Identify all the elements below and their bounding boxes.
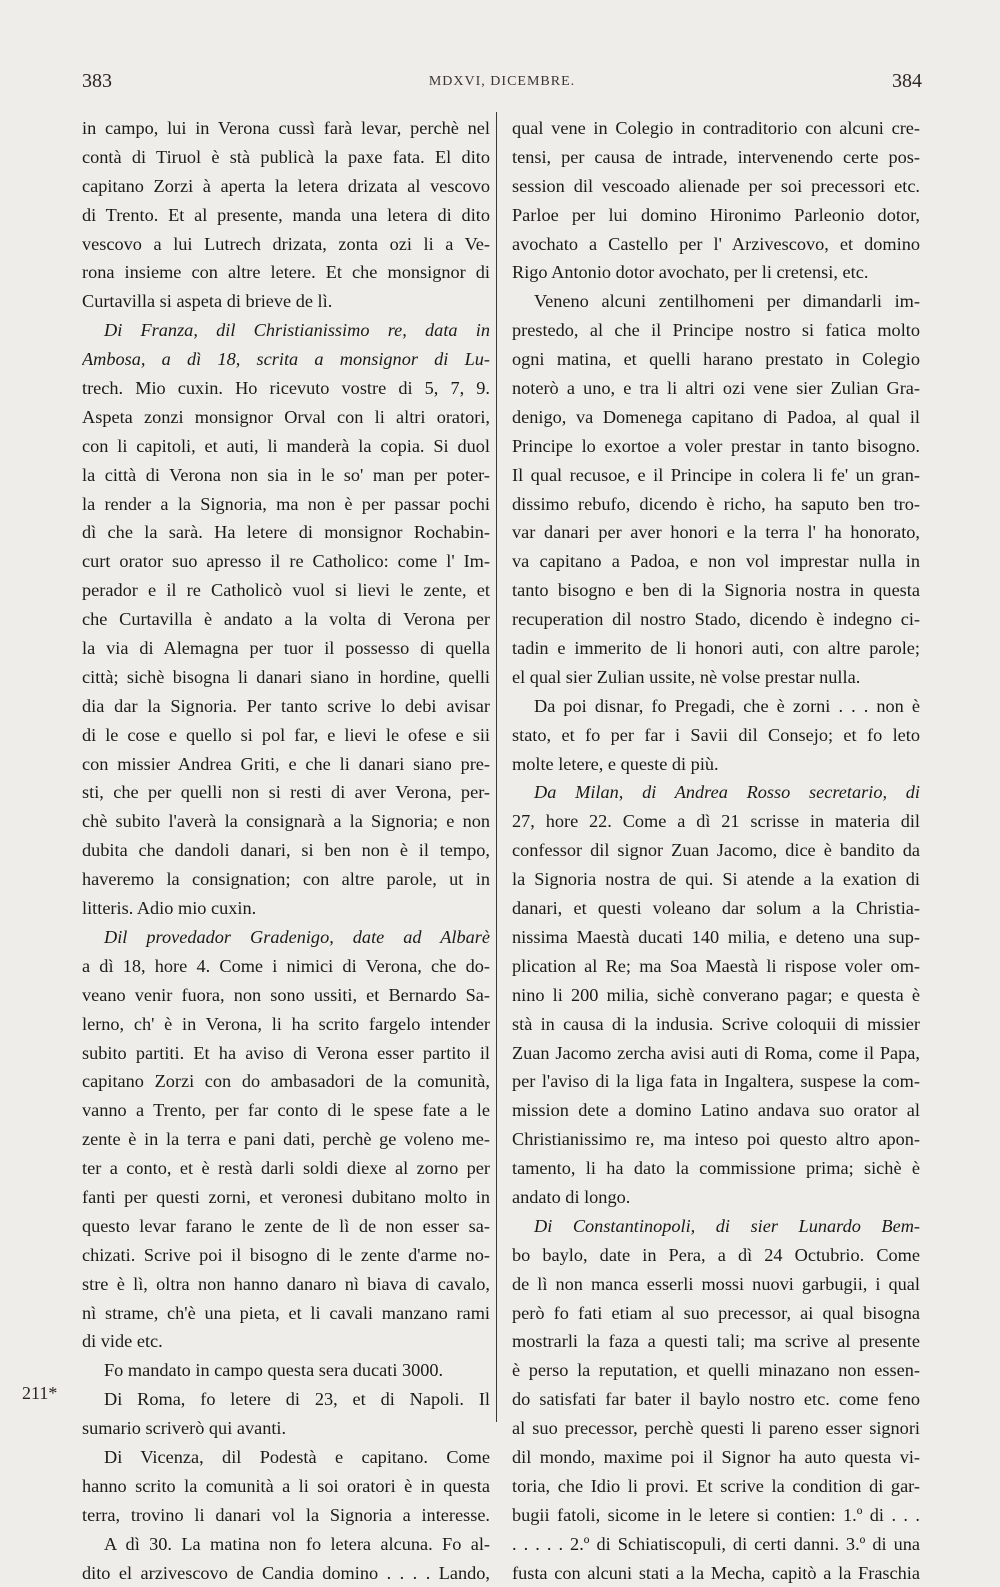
left-column [82, 114, 490, 1587]
text-line: al suo precessor, perchè questi li pareno esser signori [512, 1418, 920, 1439]
text-line: con missier Andrea Griti, e che li danari siano pre- [82, 753, 490, 774]
text-line: Principe lo exortoe a voler prestar in tanto bisogno. [512, 435, 920, 456]
text-line: Dil provedador Gradenigo, date ad Albarè [104, 926, 490, 947]
text-line: contà di Tiruol è stà publicà la paxe fata. El dito [82, 146, 490, 167]
text-line: dì che la sarà. Ha letere di monsignor Rochabin- [82, 522, 490, 543]
text-line: perador e il re Catholicò vuol si lievi le zente, et [82, 580, 490, 601]
text-line: 27, hore 22. Come a dì 21 scrisse in materia dil [512, 811, 920, 832]
text-line: tamento, li ha dato la commissione prima; sichè è [512, 1158, 920, 1179]
text-line: Di Franza, dil Christianissimo re, data in [104, 320, 490, 341]
text-line: Il qual recusoe, e il Principe in colera li fe' un gran- [512, 464, 920, 485]
text-line: in campo, lui in Verona cussì farà levar, perchè nel [82, 118, 490, 138]
text-line: fanti per questi zorni, et veronesi dubitano molto in [82, 1186, 490, 1207]
text-line: subito partiti. Et ha aviso di Verona esser partito il [82, 1042, 490, 1063]
running-title: MDXVI, DICEMBRE. [428, 74, 576, 89]
text-line: di Trento. Et al presente, manda una letera di dito [82, 204, 490, 225]
text-line: var danari per aver honori e la terra l' ha honorato, [512, 522, 920, 543]
text-line: dubita che dandoli danari, si ben non è il tempo, [82, 840, 490, 861]
text-line: hanno scrito la comunità a li soi oratori è in questa [82, 1475, 490, 1496]
text-line: che Curtavilla è andato a la volta di Verona per [82, 609, 490, 630]
text-line: va capitano a Padoa, e non vol imprestar nulla in [512, 551, 920, 572]
text-line: è perso la reputation, et quelli minazano non essen- [512, 1360, 920, 1381]
text-line: mission dete a domino Latino andava suo orator al [512, 1100, 920, 1121]
text-line: capitano Zorzi à aperta la letera drizata al vescovo [82, 175, 490, 196]
text-line: tanto bisogno e ben di la Signoria nostra in questa [512, 580, 920, 601]
text-line: tensi, per causa de intrade, intervenendo certe pos- [512, 146, 920, 167]
text-line: Aspeta zonzi monsignor Orval con li altri oratori, [82, 406, 490, 427]
text-line: toria, che Idio li provi. Et scrive la condition di gar- [512, 1475, 920, 1496]
text-line: do satisfati far bater il baylo nostro etc. come feno [512, 1389, 920, 1410]
text-line: questo levar farano le zente de lì de non esser sa- [82, 1215, 490, 1236]
text-line: haveremo la consignation; con altre parole, ut in [82, 869, 490, 890]
text-line: trech. Mio cuxin. Ho ricevuto vostre di 5, 7, 9. [82, 378, 490, 399]
text-line: vanno a Trento, per far conto di le spese fate a le [82, 1100, 490, 1121]
text-line: Veneno alcuni zentilhomeni per dimandarli im- [534, 291, 920, 312]
text-line: Di Roma, fo letere di 23, et di Napoli. Il [104, 1389, 490, 1410]
text-line: sumario scriverò qui avanti. [82, 1418, 287, 1439]
page-number-right: 384 [892, 70, 922, 92]
text-line: A dì 30. La matina non fo letera alcuna. Fo al- [104, 1533, 490, 1554]
text-line: curt orator suo apresso il re Catholico: come l' Im- [82, 551, 490, 572]
text-line: Christianissimo re, ma inteso poi questo altro apon- [512, 1129, 920, 1150]
text-line: mostrarli la faza a questi tali; ma scrive al presente [512, 1331, 920, 1352]
text-line: dia dar la Signoria. Per tanto scrive lo debi avisar [82, 695, 490, 716]
text-line: chizati. Scrive poi il bisogno di le zente d'arme no- [82, 1244, 490, 1265]
margin-note: 211* [22, 1383, 58, 1403]
text-line: Rigo Antonio dotor avochato, per li cretensi, etc. [512, 262, 869, 283]
text-line: bugii fatoli, sicome in le letere si contien: 1.º di . . . [512, 1504, 920, 1525]
text-line: Zuan Jacomo zercha avisi auti di Roma, come il Papa, [512, 1042, 920, 1063]
text-line: litteris. Adio mio cuxin. [82, 898, 257, 919]
text-line: veano venir fuora, non sono ussiti, et Bernardo Sa- [82, 984, 490, 1005]
text-line: fusta con alcuni stati a la Mecha, capitò a la Fraschia [512, 1562, 920, 1583]
text-line: capitano Zorzi con do ambasadori de la comunità, [82, 1071, 490, 1092]
text-line: lerno, ch' è in Verona, li ha scrito fargelo intender [82, 1013, 490, 1034]
text-line: dito el arzivescovo de Candia domino . . . . Lando, [82, 1562, 490, 1583]
text-line: de lì non manca esserli mossi nuovi garbugii, i qual [512, 1273, 920, 1294]
text-line: dissimo rebufo, dicendo è richo, ha saputo ben tro- [512, 493, 920, 514]
text-line: recuperation dil nostro Stado, dicendo è indegno ci- [512, 609, 920, 630]
text-line: vescovo a lui Lutrech drizata, zonta ozi li a Ve- [82, 233, 490, 254]
text-line: prestedo, al che il Principe nostro si fatica molto [512, 320, 920, 341]
text-line: terra, trovino li danari vol la Signoria a interesse. [82, 1504, 490, 1525]
text-line: rona insieme con altre letere. Et che monsignor di [82, 262, 490, 283]
text-line: la render a la Signoria, ma non è per passar pochi [82, 493, 490, 514]
text-line: confessor dil signor Zuan Jacomo, dice è bandito da [512, 840, 920, 861]
text-line: di vide etc. [82, 1331, 163, 1352]
text-line: nino li 200 milia, sichè converano pagar; e questa è [512, 984, 920, 1005]
text-line: la città di Verona non sia in le so' man per poter- [82, 464, 490, 485]
text-line: ter a conto, et è restà darli soldi diexe al zorno per [82, 1158, 490, 1179]
text-line: molte letere, e queste di più. [512, 753, 719, 774]
text-line: andato di longo. [512, 1186, 631, 1207]
text-line: nì strame, ch'è una pieta, et li cavali manzano rami [82, 1302, 490, 1323]
text-line: session dil vescoado alienade per soi precessori etc. [512, 175, 920, 196]
text-line: noterò a uno, e tra li altri ozi vene sier Zulian Gra- [512, 378, 920, 399]
text-line: chè subito l'averà la consignarà a la Signoria; e non [82, 811, 490, 832]
text-line: Fo mandato in campo questa sera ducati 3000. [104, 1360, 444, 1381]
text-line: tadin e immerito de li honori auti, con altre parole; [512, 638, 920, 659]
page-header [82, 70, 922, 100]
text-line: . . . . . 2.º di Schiatiscopuli, di certi danni. 3.º di una [512, 1533, 920, 1554]
text-line: avochato a Castello per l' Arzivescovo, et domino [512, 233, 920, 254]
text-line: Di Constantinopoli, di sier Lunardo Bem- [534, 1215, 920, 1236]
text-line: stre è lì, oltra non hanno danaro nì biava di cavalo, [82, 1273, 490, 1294]
text-line: con li capitoli, et auti, li manderà la copia. Si duol [82, 435, 490, 456]
text-line: città; sichè bisogna li danari siano in hordine, quelli [82, 666, 490, 687]
text-line: qual vene in Colegio in contraditorio con alcuni cre- [512, 118, 920, 138]
text-line: a dì 18, hore 4. Come i nimici di Verona, che do- [82, 955, 490, 976]
text-line: la via di Alemagna per tuor il possesso di quella [82, 638, 490, 659]
text-line: Ambosa, a dì 18, scrita a monsignor di Lu- [82, 349, 490, 370]
page-number-left: 383 [82, 70, 112, 92]
right-column [512, 114, 920, 1587]
text-line: ogni matina, et quelli harano prestato in Colegio [512, 349, 920, 370]
column-divider [496, 112, 497, 1422]
text-line: zente è in la terra e pani dati, perchè ge voleno me- [82, 1129, 490, 1150]
text-line: Da poi disnar, fo Pregadi, che è zorni . . . non è [534, 695, 920, 716]
text-line: stato, et fo per far i Savii dil Consejo; et fo leto [512, 724, 920, 745]
text-line: stà in causa di la indusia. Scrive coloquii di missier [512, 1013, 920, 1034]
text-line: plication al Re; ma Soa Maestà li rispose voler om- [512, 955, 920, 976]
text-line: la Signoria nostra de qui. Si atende a la exation di [512, 869, 920, 890]
text-line: Parloe per lui domino Hironimo Parleonio dotor, [512, 204, 920, 225]
text-line: dil mondo, maxime poi il Signor ha auto questa vi- [512, 1446, 920, 1467]
text-line: bo baylo, date in Pera, a dì 24 Octubrio. Come [512, 1244, 920, 1265]
text-line: per l'aviso di la liga fata in Ingaltera, suspese la com- [512, 1071, 920, 1092]
text-line: nissima Maestà ducati 140 milia, e deteno una sup- [512, 926, 920, 947]
text-line: danari, et questi voleano dar solum a la Christia- [512, 898, 920, 919]
text-line: Curtavilla si aspeta di brieve de lì. [82, 291, 333, 312]
text-line: di le cose e quello si pol far, e lievi le ofese e sii [82, 724, 490, 745]
text-line: sti, che per quelli non si resti di aver Verona, per- [82, 782, 490, 803]
text-line: Da Milan, di Andrea Rosso secretario, di [534, 782, 920, 803]
text-line: el qual sier Zulian ussite, nè volse prestar nulla. [512, 666, 861, 687]
text-line: Di Vicenza, dil Podestà e capitano. Come [104, 1446, 490, 1467]
text-line: però fo fati etiam al suo precessor, ai qual bisogna [512, 1302, 920, 1323]
text-line: denigo, va Domenega capitano di Padoa, al qual il [512, 406, 920, 427]
